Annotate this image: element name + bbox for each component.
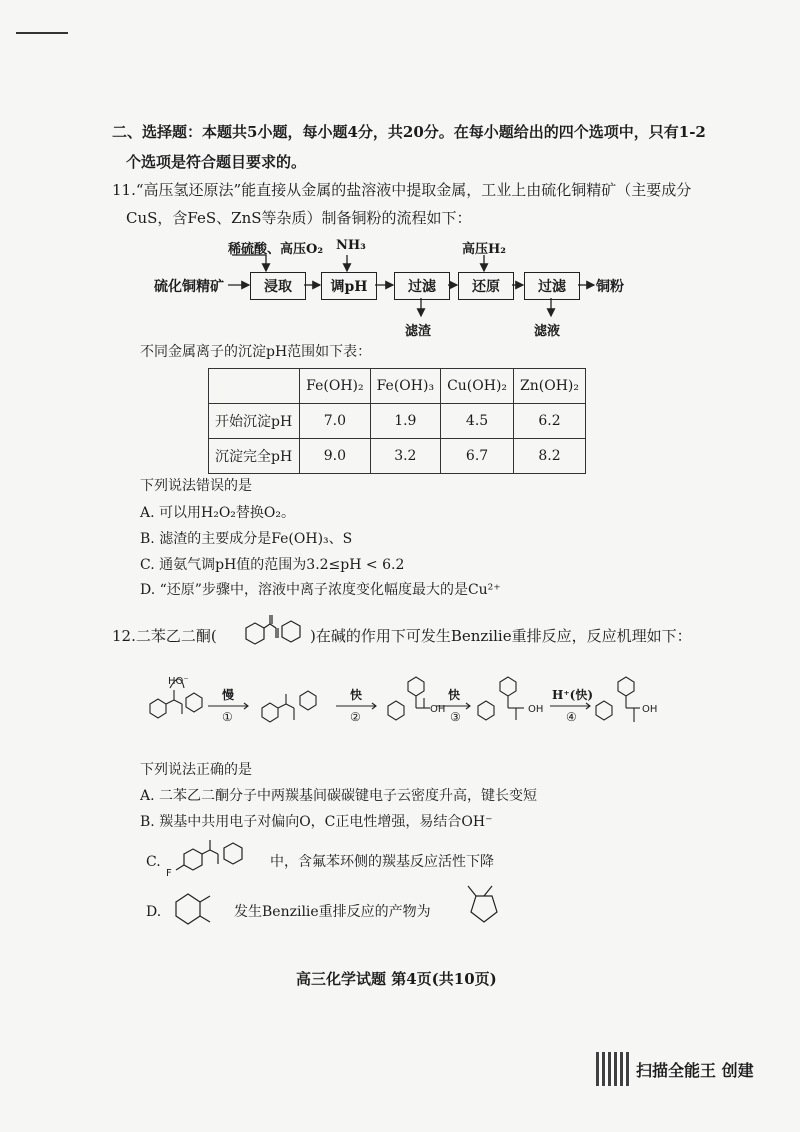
table-corner [209, 369, 300, 404]
scanner-watermark: 扫描全能王 创建 [636, 1061, 754, 1080]
mech-arrow-3-label: 快 [448, 688, 461, 702]
qr-code-icon [596, 1052, 630, 1086]
table-cell: 6.2 [514, 404, 586, 439]
mech-arrow-1-step: ① [222, 710, 233, 724]
table-header: Zn(OH)₂ [514, 369, 586, 404]
q12-stem-b: )在碱的作用下可发生Benzilie重排反应，反应机理如下： [310, 627, 692, 645]
q12-option-d-text: 发生Benzilie重排反应的产物为 [234, 904, 431, 920]
table-header-row [209, 369, 586, 404]
mech-arrow-4-label: H⁺(快) [552, 688, 594, 702]
table-header: Fe(OH)₂ [300, 369, 370, 404]
flow-step-leaching: 浸取 [250, 272, 306, 300]
table-row [209, 439, 586, 474]
q12-option-a: A. 二苯乙二酮分子中两羰基间碳碳键电子云密度升高，键长变短 [140, 788, 538, 804]
hydroxy-cyclopentane-carboxylic-acid-icon [436, 874, 536, 938]
benzilic-mechanism-scheme [140, 660, 700, 746]
oh-label: OH [430, 704, 446, 715]
flow-input-h2: 高压H₂ [462, 242, 506, 257]
q11-option-b: B. 滤渣的主要成分是Fe(OH)₃、S [140, 531, 353, 547]
mech-arrow-1-label: 慢 [222, 688, 235, 702]
table-row [209, 404, 586, 439]
q11-option-d: D. “还原”步骤中，溶液中离子浓度变化幅度最大的是Cu²⁺ [140, 582, 501, 598]
flow-step-filter-2: 过滤 [524, 272, 580, 300]
q11-prompt: 下列说法错误的是 [140, 478, 252, 494]
flow-end: 铜粉 [596, 279, 624, 295]
fluorobenzil-structure-icon [164, 832, 268, 884]
benzil-structure-icon [232, 608, 308, 654]
q11-table-intro: 不同金属离子的沉淀pH范围如下表： [140, 344, 372, 360]
flow-output-residue: 滤渣 [405, 324, 432, 339]
flow-step-reduce: 还原 [458, 272, 514, 300]
q11-option-c: C. 通氨气调pH值的范围为3.2≤pH < 6.2 [140, 557, 405, 573]
table-cell: 3.2 [370, 439, 440, 474]
cyclohexanedione-structure-icon [164, 884, 224, 934]
table-row-label: 沉淀完全pH [209, 439, 300, 474]
table-cell: 4.5 [441, 404, 514, 439]
page-footer: 高三化学试题 第4页(共10页) [296, 970, 497, 988]
q11-option-a: A. 可以用H₂O₂替换O₂。 [140, 505, 296, 521]
q12-option-c-label: C. [146, 854, 161, 870]
q12-option-c-text: 中，含氟苯环侧的羰基反应活性下降 [270, 854, 494, 870]
table-header: Cu(OH)₂ [441, 369, 514, 404]
flow-step-filter-1: 过滤 [394, 272, 450, 300]
q12-stem-a: 12.二苯乙二酮( [112, 627, 217, 645]
oh-label: OH [528, 704, 544, 715]
q11-stem-line1: 11.“高压氢还原法”能直接从金属的盐溶液中提取金属，工业上由硫化铜精矿（主要成分 [112, 181, 692, 199]
q12-option-b: B. 羰基中共用电子对偏向O，C正电性增强，易结合OH⁻ [140, 814, 493, 830]
mech-arrow-2-label: 快 [350, 688, 363, 702]
q12-option-d-label: D. [146, 904, 162, 920]
mech-arrow-3-step: ③ [450, 710, 461, 724]
table-row-label: 开始沉淀pH [209, 404, 300, 439]
section-heading-line2: 个选项是符合题目要求的。 [126, 153, 307, 171]
table-cell: 7.0 [300, 404, 370, 439]
flow-input-nh3: NH₃ [336, 238, 366, 253]
q11-stem-line2: CuS，含FeS、ZnS等杂质）制备铜粉的流程如下： [126, 209, 472, 227]
flow-step-adjust-ph: 调pH [321, 272, 377, 300]
hydroxide-label: HO⁻ [168, 676, 189, 687]
mech-arrow-2-step: ② [350, 710, 361, 724]
flow-arrows [0, 0, 800, 360]
q11-precipitation-table [208, 368, 586, 474]
oh-label: OH [642, 704, 658, 715]
flow-input-acid-o2: 稀硫酸、高压O₂ [228, 242, 324, 257]
q12-prompt: 下列说法正确的是 [140, 762, 252, 778]
table-cell: 1.9 [370, 404, 440, 439]
table-cell: 8.2 [514, 439, 586, 474]
mech-arrow-4-step: ④ [566, 710, 577, 724]
svg-text:F: F [166, 868, 172, 879]
table-cell: 6.7 [441, 439, 514, 474]
table-cell: 9.0 [300, 439, 370, 474]
table-header: Fe(OH)₃ [370, 369, 440, 404]
flow-start: 硫化铜精矿 [154, 279, 224, 295]
section-heading-line1: 二、选择题：本题共5小题，每小题4分，共20分。在每小题给出的四个选项中，只有1-2 [112, 123, 706, 141]
flow-output-filtrate: 滤液 [534, 324, 561, 339]
